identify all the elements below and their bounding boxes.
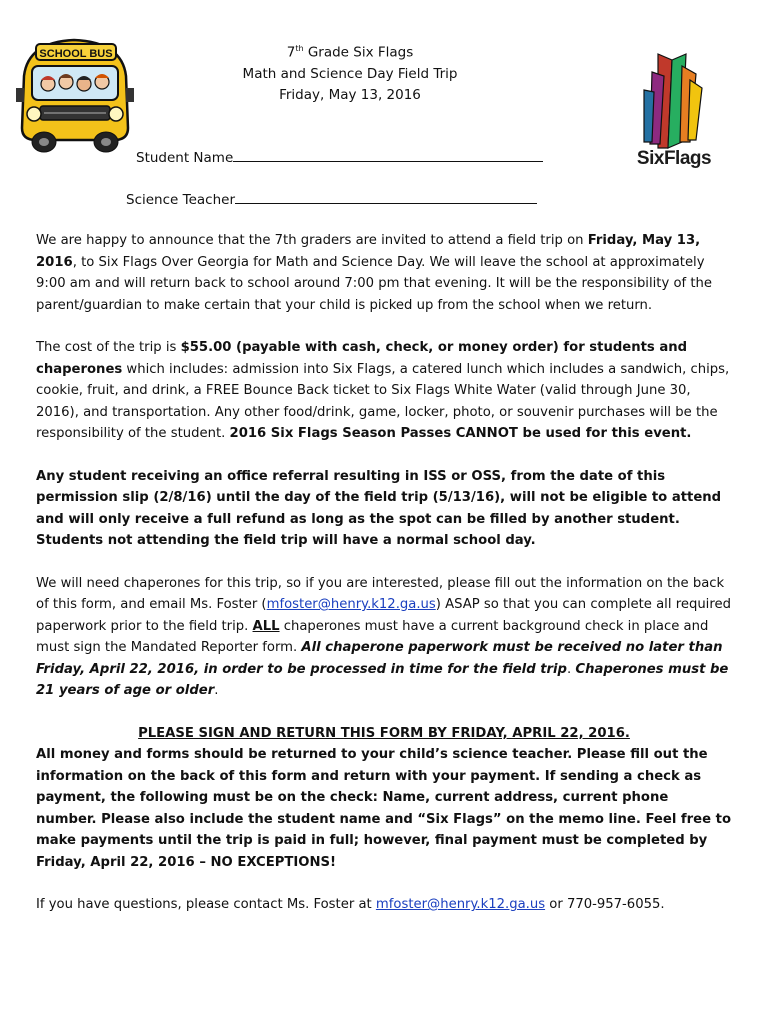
return-form-heading: PLEASE SIGN AND RETURN THIS FORM BY FRIDAY, APRIL 22, 2016. [138,725,630,741]
document-header [180,38,520,106]
referral-policy-paragraph: Any student receiving an office referral resulting in ISS or OSS, from the date of this permission slip (2/8/16) until the day of the field trip (5/13/16), will not be eligible to attend and will only receive a full refund as long as the spot can be filled by another student. Students not attending the field trip will have a normal school day. [36,468,722,548]
header-date: Friday, May 13, 2016 [279,86,421,103]
intro-paragraph: We are happy to announce that the 7th graders are invited to attend a field trip on Friday, May 13, 2016, to Six Flags Over Georgia for Math and Science Day. We will leave the school at approximately 9:00 am and will return back to school around 7:00 pm that evening. It will be the responsibility of the parent/guardian to make certain that your child is picked up from the school when we return. [36,233,713,313]
six-flags-logo [628,52,720,172]
student-name-label: Student Name [136,150,234,166]
header-grade-line: 7th Grade Six Flags [286,44,414,61]
school-bus-illustration [14,36,136,154]
chaperone-paragraph: We will need chaperones for this trip, so if you are interested, please fill out the information on the back of this form, and email Ms. Foster (mfoster@henry.k12.ga.us) ASAP so that you can complete all required paperwork prior to the field trip. ALL chaperones must have a current background check in place and must sign the Mandated Reporter form. All chaperone paperwork must be received no later than Friday, April 22, 2016, in order to be processed in time for the field trip. Chaperones must be 21 years of age or older. [36,575,731,698]
contact-email-link[interactable]: mfoster@henry.k12.ga.us [375,897,546,912]
email-link[interactable]: mfoster@henry.k12.ga.us [266,597,436,612]
science-teacher-field[interactable] [126,190,537,208]
contact-paragraph: If you have questions, please contact Ms. Foster at mfoster@henry.k12.ga.us or 770-957-6055. [36,897,665,912]
science-teacher-blank[interactable] [235,190,537,204]
svg-text:SCHOOL BUS: SCHOOL BUS [39,48,113,60]
six-flags-wordmark: SixFlags [636,148,712,169]
science-teacher-label: Science Teacher [126,192,235,208]
cost-paragraph: The cost of the trip is $55.00 (payable with cash, check, or money order) for students and chaperones which includes: admission into Six Flags, a catered lunch which includes a sandwich, chips, cookie, fruit, and drink, a FREE Bounce Back ticket to Six Flags White Water (valid through June 30, 2016), and transportation. Any other food/drink, game, locker, photo, or souvenir purchases will be the responsibility of the student. 2016 Six Flags Season Passes CANNOT be used for this event. [36,340,730,441]
header-event-title: Math and Science Day Field Trip [242,65,458,82]
student-name-field[interactable] [136,148,543,166]
student-name-blank[interactable] [233,148,543,162]
six-flags-flag-icon [628,52,720,150]
document-body [36,230,732,937]
payment-instructions-paragraph: All money and forms should be returned to your child’s science teacher. Please fill out the information on the back of this form and return with your payment. If sending a check as payment, the following must be on the check: Name, current address, current phone number. Please also include the student name and “Six Flags” on the memo line. Feel free to make payments until the trip is paid in full; however, final payment must be completed by Friday, April 22, 2016 – NO EXCEPTIONS! [36,747,732,870]
